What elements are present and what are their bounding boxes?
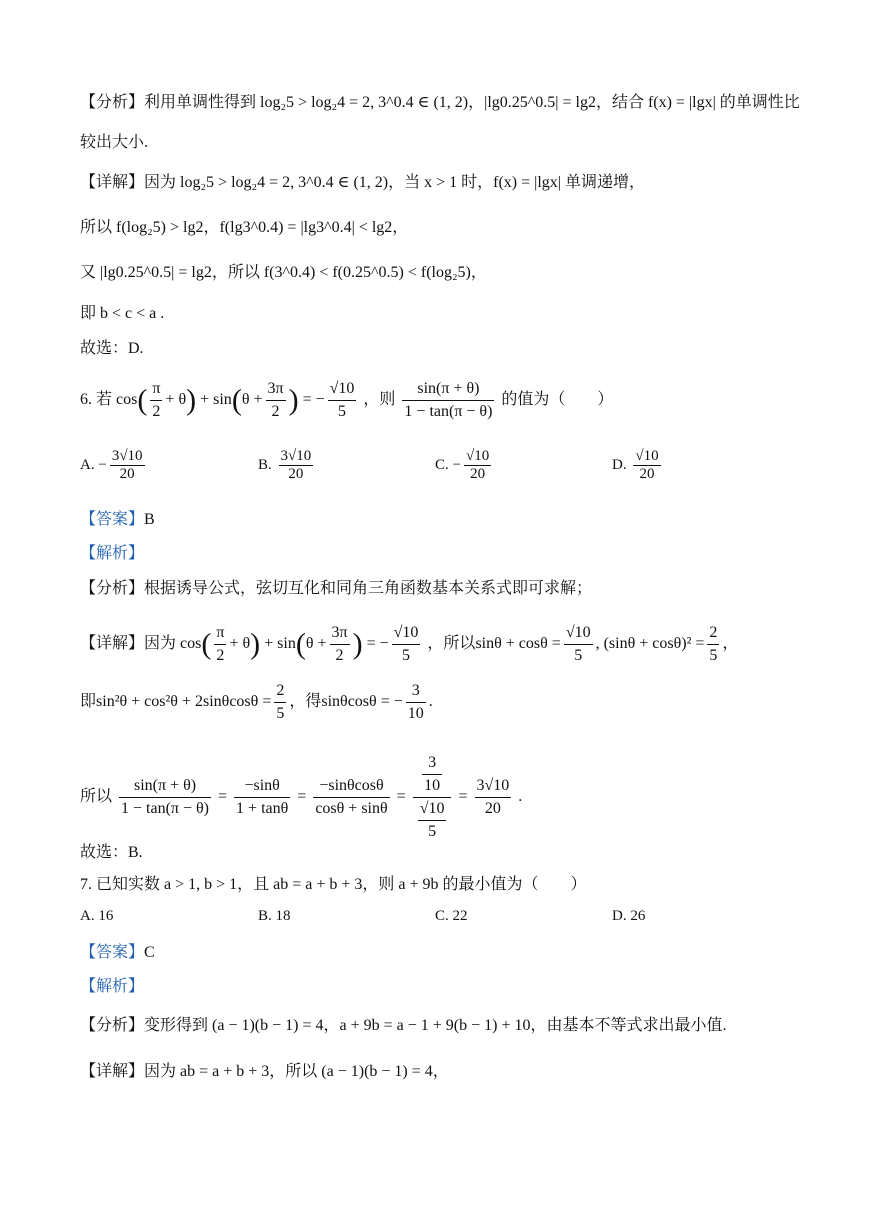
d6a-pre: 因为 [144, 635, 177, 653]
option-c-num: √10 [465, 448, 490, 464]
d6c-f5d: 20 [484, 800, 501, 817]
tag-answer-7: 【答案】 [80, 944, 145, 961]
tag-answer: 【答案】 [80, 511, 145, 528]
option7-d: D. 26 [612, 908, 646, 924]
d6a-cos: cos [180, 635, 202, 653]
option-d-num: √10 [635, 448, 659, 464]
d6a-five-c: 5 [709, 647, 718, 664]
d6a-five-b: 5 [574, 647, 583, 664]
option-b-num: 3√10 [280, 448, 312, 464]
q6-cos: cos [116, 391, 138, 409]
d6c-f1d: 1 − tan(π − θ) [121, 800, 210, 817]
option-c-label: C. [435, 456, 449, 473]
tag-analysis: 【分析】 [80, 94, 145, 111]
jiexi-7: 【解析】 [80, 978, 145, 995]
option-a-label: A. [80, 456, 95, 473]
option-d [612, 448, 664, 483]
detail-5 [80, 172, 645, 194]
q6-two: 2 [152, 403, 161, 420]
analysis-5-cont: 较出大小. [80, 134, 149, 151]
d6b-expr2: sinθcosθ = − [321, 693, 403, 711]
option-b-label: B. [258, 456, 272, 473]
tag-analysis-7: 【分析】 [80, 1017, 145, 1034]
q6-plus-sin: + sin [200, 391, 232, 409]
d6b-three: 3 [406, 680, 426, 703]
answer-6-value: B [144, 511, 155, 528]
option-b-den: 20 [288, 466, 304, 482]
option-c [435, 448, 494, 483]
option-c-sign: − [452, 456, 461, 473]
d6a-sqrt10: √10 [392, 622, 421, 645]
analysis-7 [80, 1015, 727, 1037]
d6b-pre: 即 [80, 693, 97, 711]
jiexi-6: 【解析】 [80, 545, 145, 562]
option-a-num: 3√10 [111, 448, 143, 464]
d6c-f2n: −sinθ [234, 775, 290, 798]
d6a-3pi: 3π [330, 622, 350, 645]
d6a-eq: = − [366, 635, 389, 653]
analysis-5 [80, 92, 800, 114]
d6a-end: ， [722, 635, 739, 653]
d6c-f4nn: 3 [422, 752, 442, 775]
d6a-two-c: 2 [707, 622, 719, 645]
d6c-f4nd: 10 [424, 777, 441, 794]
answer-7 [80, 942, 155, 964]
q6-two-b: 2 [271, 403, 280, 420]
d6c-pre: 所以 [80, 788, 113, 806]
d6a-plus-theta: + θ [229, 635, 251, 653]
q6-five: 5 [338, 403, 347, 420]
question-6: 6. 若 cos( $\frac{\pi}{2}$ + θ) + sin(θ + $\frac{3\pi}{2}$ ) = − $\frac{√10}{5}$ ，则 $\frac{\sin(\pi + \theta)}{1 - \tan(\pi - \theta)}$ 的值为（ ） [80, 378, 613, 423]
q6-pi: π [150, 378, 162, 401]
d6a-five: 5 [402, 647, 411, 664]
option7-b: B. 18 [258, 908, 291, 924]
q6-num: 6. 若 [80, 391, 113, 409]
option7-c: C. 22 [435, 908, 468, 924]
d6c-end: . [518, 788, 523, 806]
analysis-6-text: 根据诱导公式，弦切互化和同角三角函数基本关系式即可求解； [144, 580, 593, 597]
q6-ask: 的值为（ ） [501, 391, 614, 409]
q6-eq: = − [302, 391, 325, 409]
d6c-f4dd: 5 [428, 823, 437, 840]
q6-sqrt10: √10 [328, 378, 357, 401]
d6b-expr: sin²θ + cos²θ + 2sinθcosθ = [96, 693, 272, 711]
option-a-den: 20 [119, 466, 135, 482]
d6a-plus-sin: + sin [264, 635, 296, 653]
detail-6-line3: 所以 $\frac{\sin(\pi + \theta)}{1 - \tan(\pi - \theta)}$ = $\frac{-\sin\theta}{1 + \tan\theta}$ = $\frac{-\sin\theta\cos\theta}{\cos\theta + \sin\theta}$ = $\frac{\frac{3}{10}}{\frac{√10}{5}}$ = $\frac{3√10}{20}$ . [80, 752, 522, 843]
detail-7 [80, 1061, 449, 1083]
analysis-6 [80, 578, 592, 600]
choose-6: 故选：B. [80, 844, 143, 861]
option7-a: A. 16 [80, 908, 114, 924]
q6-num-expr: sin(π + θ) [402, 378, 494, 401]
q6-theta-plus: θ + [241, 391, 263, 409]
analysis-7-text: 变形得到 (a − 1)(b − 1) = 4，a + 9b = a − 1 + 9(b − 1) + 10，由基本不等式求出最小值. [144, 1017, 727, 1034]
detail-5-line3: 又 |lg0.25^0.5| = lg2，所以 f(3^0.4) < f(0.25^0.5) < f(log₂5)， [80, 264, 487, 281]
detail-6-line2 [80, 680, 433, 725]
d6c-f3n: −sinθcosθ [313, 775, 389, 798]
d6b-mid: ，得 [289, 693, 322, 711]
option-d-den: 20 [639, 466, 655, 482]
detail-5-line2: 所以 f(log₂5) > lg2，f(lg3^0.4) = |lg3^0.4| < lg2， [80, 219, 409, 236]
d6c-f3d: cosθ + sinθ [315, 800, 388, 817]
detail-6-line1: 【详解】因为 cos( $\frac{\pi}{2}$ + θ) + sin(θ + $\frac{3\pi}{2}$ ) = − $\frac{√10}{5}$ ，所以sinθ + cosθ = $\frac{√10}{5}$ , (sinθ + cosθ)² = $\frac{2}{5}$ ， [80, 622, 738, 667]
tag-analysis-6: 【分析】 [80, 580, 145, 597]
d6c-f1n: sin(π + θ) [119, 775, 211, 798]
d6b-two: 2 [274, 680, 286, 703]
d6a-sqrt10-b: √10 [564, 622, 593, 645]
detail-7-text: 因为 ab = a + b + 3，所以 (a − 1)(b − 1) = 4， [144, 1063, 449, 1080]
d6b-five: 5 [276, 705, 285, 722]
tag-detail-6: 【详解】 [80, 635, 145, 653]
detail-5-line4: 即 b < c < a . [80, 305, 165, 322]
q6-plus-theta: + θ [165, 391, 187, 409]
option-c-den: 20 [470, 466, 486, 482]
d6c-f4dn: √10 [418, 798, 447, 821]
d6c-f2d: 1 + tanθ [236, 800, 289, 817]
d6c-f5n: 3√10 [475, 775, 512, 798]
analysis-5-text: 利用单调性得到 log₂5 > log₂4 = 2, 3^0.4 ∈ (1, 2)，|lg0.25^0.5| = lg2，结合 f(x) = |lgx| 的单调性比 [144, 94, 800, 111]
d6b-ten: 10 [407, 705, 424, 722]
answer-7-value: C [144, 944, 155, 961]
option-a-sign: − [98, 456, 107, 473]
d6a-pi: π [214, 622, 226, 645]
d6a-two-b: 2 [335, 647, 344, 664]
tag-detail-7: 【详解】 [80, 1063, 145, 1080]
option-b [258, 448, 316, 483]
detail-5-text: 因为 log₂5 > log₂4 = 2, 3^0.4 ∈ (1, 2)，当 x > 1 时，f(x) = |lgx| 单调递增， [144, 174, 646, 191]
q6-3pi: 3π [266, 378, 286, 401]
d6a-two: 2 [216, 647, 225, 664]
answer-6 [80, 509, 155, 531]
d6a-s1: sinθ + cosθ = [475, 635, 561, 653]
question-7: 7. 已知实数 a > 1, b > 1，且 ab = a + b + 3，则 a + 9b 的最小值为（ ） [80, 876, 587, 893]
tag-detail: 【详解】 [80, 174, 145, 191]
q6-then: ，则 [363, 391, 396, 409]
choose-5: 故选：D. [80, 340, 144, 357]
d6a-mid: ，所以 [427, 635, 476, 653]
option-a [80, 448, 148, 483]
d6b-end: . [428, 693, 433, 711]
d6a-s2: , (sinθ + cosθ)² = [595, 635, 705, 653]
q6-den-expr: 1 − tan(π − θ) [404, 403, 493, 420]
option-d-label: D. [612, 456, 627, 473]
d6a-theta-plus: θ + [305, 635, 327, 653]
